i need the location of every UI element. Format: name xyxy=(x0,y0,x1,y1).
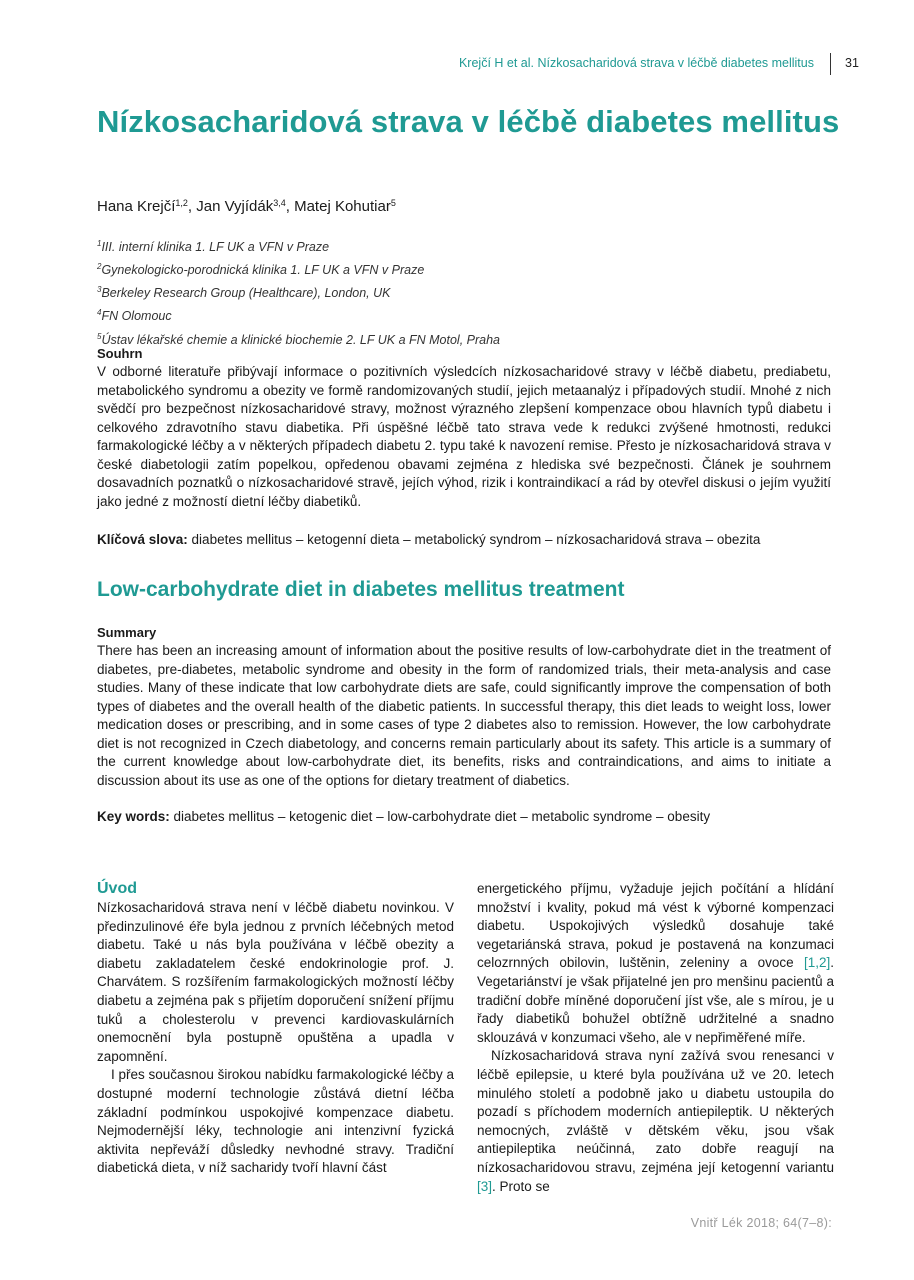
page-number: 31 xyxy=(845,56,859,70)
citation-link[interactable]: [1,2] xyxy=(803,955,831,971)
author-name: Hana Krejčí xyxy=(97,198,176,215)
affiliation-item: $^2$Gynekologicko-porodnická klinika 1. LF UK a VFN v Praze xyxy=(97,262,425,278)
english-title: Low-carbohydrate diet in diabetes mellitus treatment xyxy=(97,578,625,601)
affiliation-item: $^4$FN Olomouc xyxy=(97,308,172,324)
uvod-paragraph: energetického příjmu, vyžaduje jejich počítání a hlídání množství i kvality, pokud má vést k výborné kompenzaci diabetu. Uspokojivých výsledků dosahuje také vegetariánská strava, pokud je postavená na konzumaci celozrnných obilovin, luštěnin, zeleniny a ovoce [1,2]. Vegetariánství je však přijatelné jen pro menšinu pacientů a tradiční dobře míněné doporučení jíst vše, ale s mírou, je u řady diabetiků bohužel obtížně udržitelné a snadno sklouzává v konzumaci všeho, ale v nepřiměřené míře. xyxy=(477,881,834,1045)
uvod-paragraph: Nízkosacharidová strava není v léčbě diabetu novinkou. V předinzulinové éře byla jednou z prvních léčebných metod diabetu. Také u nás byla používána v léčbě obezity a diabetu zakladatelem české endokrinologie prof. J. Charvátem. S rozšířením farmakologických možností léčby diabetu a zejména pak s přijetím doporučení snížení příjmu tuků a cholesterolu v prevenci kardiovaskulárních onemocnění byla postupně opuštěna a upadla v zapomnění. xyxy=(97,900,454,1064)
running-head xyxy=(0,56,914,76)
body-column-right xyxy=(477,880,834,1196)
uvod-paragraph: I přes současnou širokou nabídku farmakologické léčby a dostupné moderní technologie zůstává dietní léčba základní podmínkou uspokojivé kompenzace diabetu. Nejmodernější léky, technologie ani intenzivní fyzická aktivita nepřeváží důsledky nevhodné stravy. Tradiční diabetická dieta, v níž sacharidy tvoří hlavní část xyxy=(97,1067,454,1176)
affiliation-item: $^1$III. interní klinika 1. LF UK a VFN v Praze xyxy=(97,239,330,255)
uvod-paragraph: Nízkosacharidová strava nyní zažívá svou renesanci v léčbě epilepsie, u které byla používána už ve 20. letech minulého století a podobně jako u diabetu ustoupila do pozadí s příchodem moderních antiepileptik. U některých nemocných, zvláště v dětském věku, jsou však antiepileptika neúčinná, zato dobře reagují na nízkosacharidovou stravu, zejména její ketogenní variantu [3]. Proto se xyxy=(477,1048,834,1194)
souhrn-heading: Souhrn xyxy=(97,346,143,361)
author-affiliation-mark: 3,4 xyxy=(273,198,286,208)
souhrn-text: V odborné literatuře přibývají informace o pozitivních výsledcích nízkosacharidové stravy v léčbě diabetu, prediabetu, metabolického syndromu a obezity ve formě randomizovaných studií, jejich metaanalýz i případových studií. Mnohé z nich svědčí pro bezpečnost nízkosacharidové stravy, možnost výrazného zlepšení kompenzace obou hlavních typů diabetu i celkového zdravotního stavu diabetika. Při úspěšné léčbě tato strava vede k redukci zvýšené hmotnosti, redukci farmakologické léčby a v některých případech diabetu 2. typu také k navození remise. Přesto je nízkosacharidová strava v české diabetologii zatím popelkou, opředenou obavami zejména z hlediska své bezpečnosti. Článek je souhrnem dosavadních poznatků o nízkosacharidové stravě, jejích výhod, rizik i kontraindikací a rád by otevřel diskusi o jejím využití jako jedné z možností dietní léčby diabetiků. xyxy=(97,364,831,509)
souhrn-section xyxy=(97,346,831,511)
author-name: Jan Vyjídák xyxy=(196,198,274,215)
uvod-heading: Úvod xyxy=(97,880,137,897)
summary-section xyxy=(97,625,831,790)
klicova-slova xyxy=(97,531,831,549)
summary-text: There has been an increasing amount of information about the positive results of low-carbohydrate diet in the treatment of diabetes, pre-diabetes, metabolic syndrome and obesity in the form of randomized trials, their meta-analysis and case studies. Many of these indicate that low carbohydrate diets are safe, could significantly improve the compensation of both types of diabetes and the overall health of the diabetic patients. In successful therapy, this diet leads to weight loss, lower medication doses or prescribing, and in some cases of type 2 diabetes also to remission. However, the low carbohydrate diet is not recognized in Czech diabetology, and concerns remain particularly about its safety. This article is a summary of the current knowledge about low-carbohydrate diet, its benefits, risks and contraindications, and aims to initiate a discussion about its use as one of the options for dietary treatment of diabetics. xyxy=(97,643,831,788)
author-affiliation-mark: 5 xyxy=(390,198,396,208)
author-name: Matej Kohutiar xyxy=(294,198,391,215)
body-column-left xyxy=(97,879,454,1178)
klicova-slova-text: diabetes mellitus – ketogenní dieta – metabolický syndrom – nízkosacharidová strava – obezita xyxy=(187,532,761,547)
affiliation-list xyxy=(97,234,500,350)
key-words xyxy=(97,808,831,826)
affiliation-item: $^3$Berkeley Research Group (Healthcare), London, UK xyxy=(97,285,391,301)
key-words-text: diabetes mellitus – ketogenic diet – low-carbohydrate diet – metabolic syndrome – obesity xyxy=(169,809,711,824)
summary-heading: Summary xyxy=(97,625,157,640)
affiliation-item: $^5$Ústav lékařské chemie a klinické biochemie 2. LF UK a FN Motol, Praha xyxy=(97,331,500,347)
citation-link[interactable]: [3] xyxy=(477,1178,493,1194)
running-head-divider xyxy=(830,53,831,75)
klicova-slova-label: Klíčová slova: xyxy=(97,532,188,547)
article-title: Nízkosacharidová strava v léčbě diabetes mellitus xyxy=(97,104,840,139)
author-list: Hana Krejčí$^{1,2}$, Jan Vyjídák$^{3,4}$, Matej Kohutiar$^5$ xyxy=(97,198,396,215)
author-affiliation-mark: 1,2 xyxy=(175,198,188,208)
running-head-text: Krejčí H et al. Nízkosacharidová strava v léčbě diabetes mellitus xyxy=(458,56,814,70)
key-words-label: Key words: xyxy=(97,809,170,824)
journal-footer: Vnitř Lék 2018; 64(7–8): xyxy=(690,1216,832,1230)
